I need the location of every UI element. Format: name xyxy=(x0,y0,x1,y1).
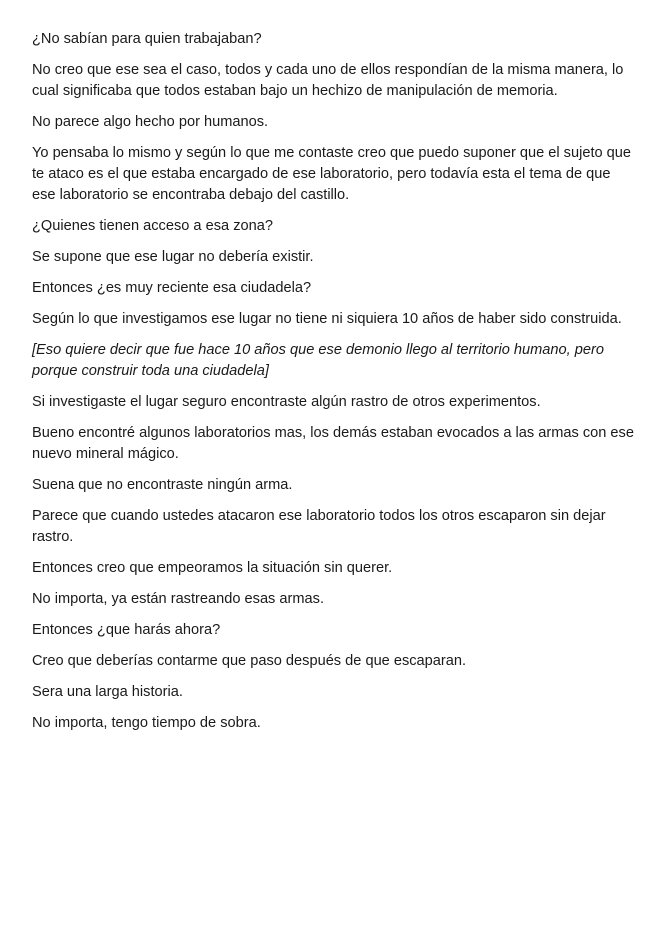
paragraph-thought: [Eso quiere decir que fue hace 10 años que ese demonio llego al territorio humano, pero porque construir toda una ciudadela] xyxy=(32,342,604,379)
paragraph: No creo que ese sea el caso, todos y cada uno de ellos respondían de la misma manera, lo cual significaba que todos estaban bajo un hechizo de manipulación de memoria. xyxy=(32,62,624,99)
paragraph: Suena que no encontraste ningún arma. xyxy=(32,477,293,493)
document-body xyxy=(32,29,634,744)
paragraph: Según lo que investigamos ese lugar no tiene ni siquiera 10 años de haber sido construida. xyxy=(32,311,622,327)
paragraph: No importa, ya están rastreando esas armas. xyxy=(32,591,325,607)
paragraph: No importa, tengo tiempo de sobra. xyxy=(32,715,261,731)
paragraph: Si investigaste el lugar seguro encontraste algún rastro de otros experimentos. xyxy=(32,394,541,410)
paragraph: Se supone que ese lugar no debería existir. xyxy=(32,249,314,265)
paragraph: Parece que cuando ustedes atacaron ese laboratorio todos los otros escaparon sin dejar rastro. xyxy=(32,508,606,545)
paragraph: Entonces ¿que harás ahora? xyxy=(32,622,221,638)
paragraph: Creo que deberías contarme que paso después de que escaparan. xyxy=(32,653,467,669)
paragraph: ¿No sabían para quien trabajaban? xyxy=(32,31,262,47)
paragraph: Bueno encontré algunos laboratorios mas, los demás estaban evocados a las armas con ese nuevo mineral mágico. xyxy=(32,425,634,462)
paragraph: Entonces ¿es muy reciente esa ciudadela? xyxy=(32,280,312,296)
paragraph: Sera una larga historia. xyxy=(32,684,183,700)
paragraph: Entonces creo que empeoramos la situación sin querer. xyxy=(32,560,393,576)
paragraph: No parece algo hecho por humanos. xyxy=(32,114,269,130)
paragraph: Yo pensaba lo mismo y según lo que me contaste creo que puedo suponer que el sujeto que te ataco es el que estaba encargado de ese laboratorio, pero todavía esta el tema de que ese laboratorio se encontraba debajo del castillo. xyxy=(32,145,632,203)
paragraph: ¿Quienes tienen acceso a esa zona? xyxy=(32,218,273,234)
